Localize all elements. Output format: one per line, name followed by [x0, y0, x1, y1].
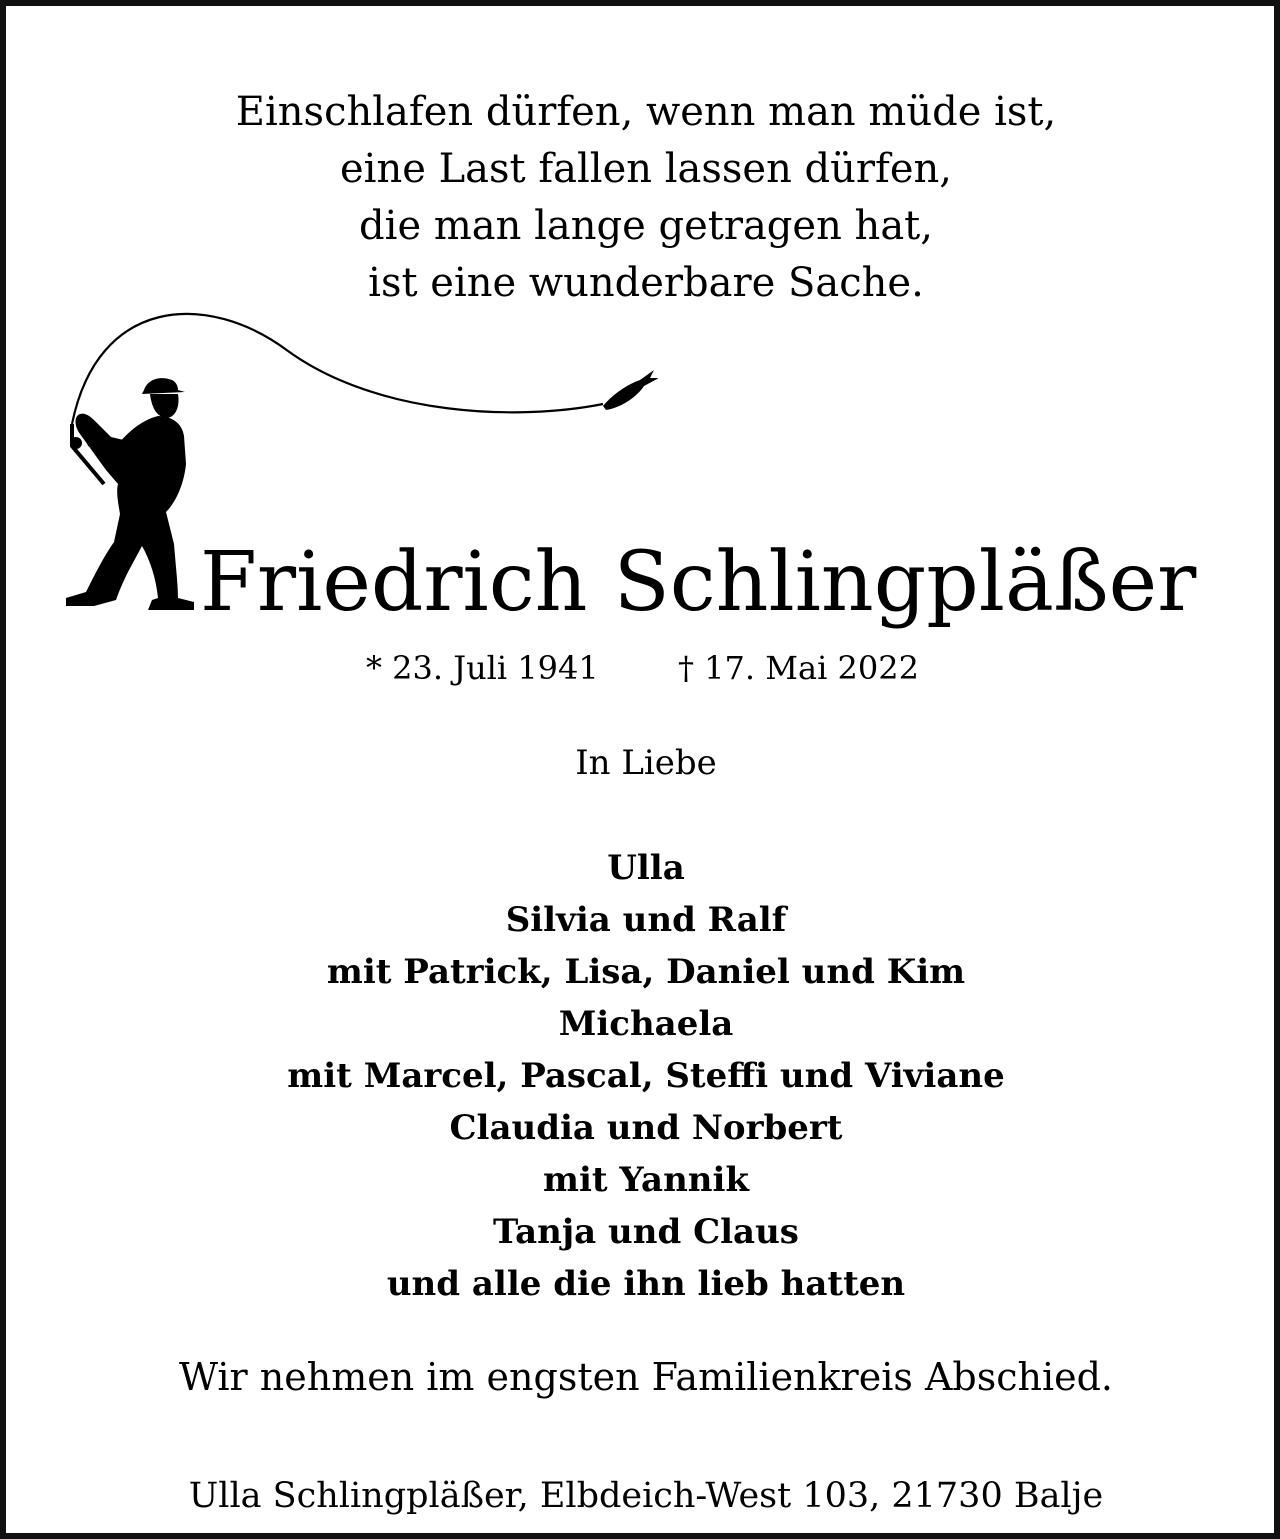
death-date: † 17. Mai 2022 [678, 649, 919, 687]
poem-line: die man lange getragen hat, [359, 203, 933, 249]
deceased-name: Friedrich Schlingpläßer [200, 535, 1197, 630]
family-line: Tanja und Claus [493, 1212, 799, 1252]
family-line: und alle die ihn lieb hatten [386, 1264, 906, 1304]
poem-line: Einschlafen dürfen, wenn man müde ist, [235, 89, 1057, 135]
in-love-text: In Liebe [575, 743, 717, 783]
family-line: mit Yannik [542, 1160, 749, 1200]
family-line: Silvia und Ralf [505, 900, 787, 940]
sender-address: Ulla Schlingpläßer, Elbdeich-West 103, 21730 Balje [188, 1476, 1104, 1516]
poem [6, 84, 1280, 312]
poem-line: ist eine wunderbare Sache. [368, 260, 924, 306]
birth-date: * 23. Juli 1941 [366, 649, 599, 687]
life-dates [6, 646, 1280, 690]
family-line: mit Patrick, Lisa, Daniel und Kim [326, 952, 966, 992]
farewell-text: Wir nehmen im engsten Familienkreis Abschied. [178, 1355, 1114, 1399]
family-line: Michaela [558, 1004, 734, 1044]
family-line: mit Marcel, Pascal, Steffi und Viviane [287, 1056, 1005, 1096]
poem-line: eine Last fallen lassen dürfen, [339, 146, 952, 192]
family-list [6, 842, 1280, 1310]
family-line: Claudia und Norbert [449, 1108, 843, 1148]
family-line: Ulla [607, 848, 685, 888]
